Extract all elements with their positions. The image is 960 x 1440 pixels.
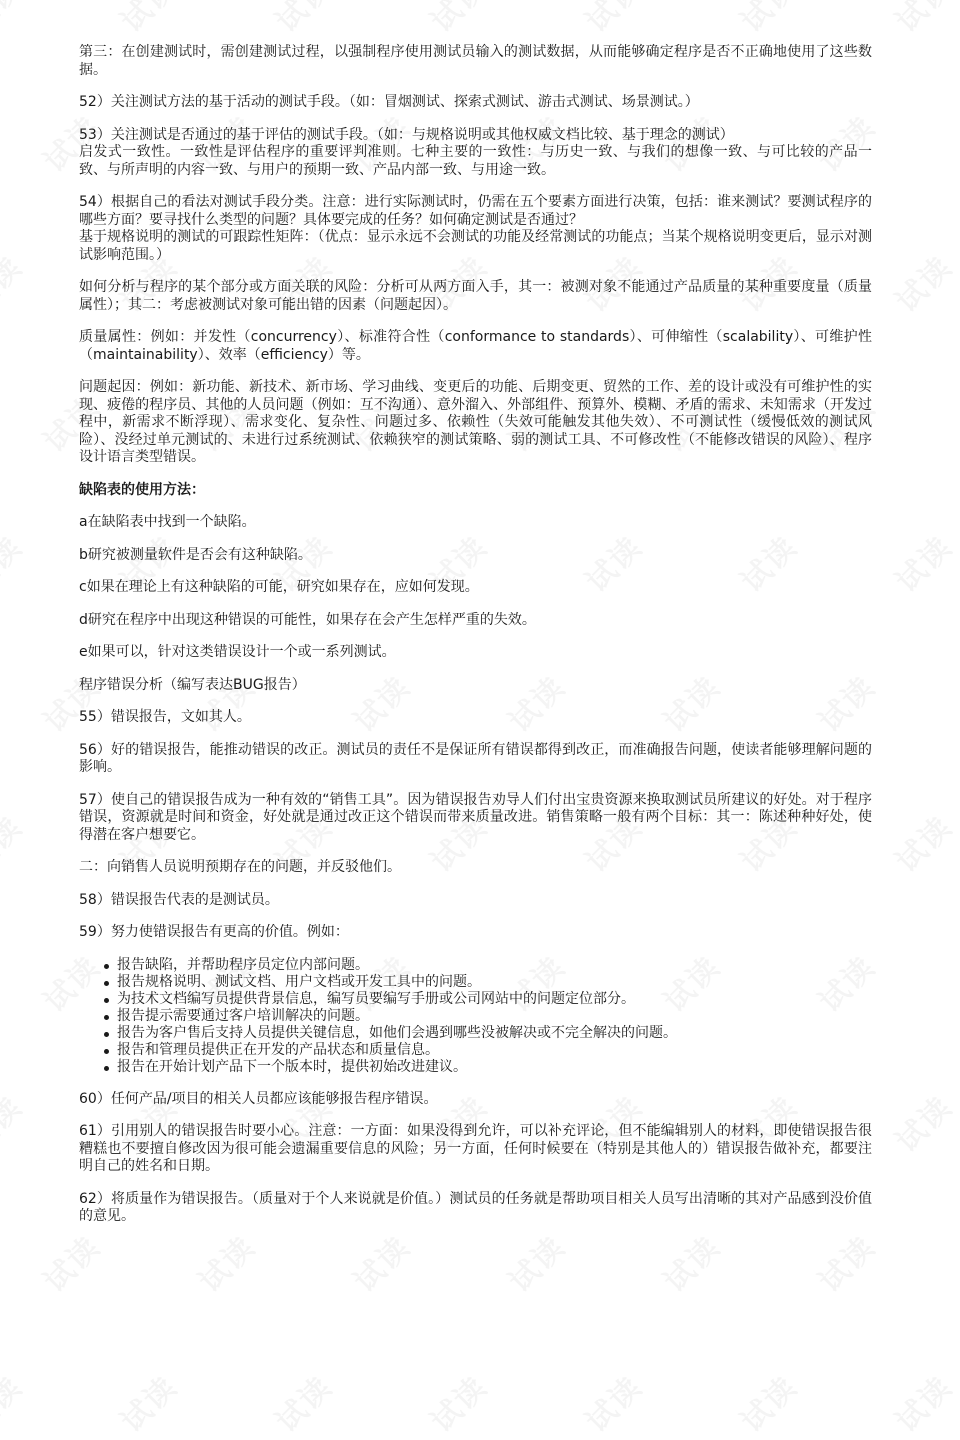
paragraph-risk-analysis: 如何分析与程序的某个部分或方面关联的风险：分析可从两方面入手，其一：被测对象不能通过产品质量的某种重要度量（质量属性）；其二：考虑被测试对象可能出错的因素（问题起因）。 xyxy=(79,279,872,313)
paragraph-61: 61）引用别人的错误报告时要小心。注意：一方面：如果没得到允许，可以补充评论，但不能编辑别人的材料，即使错误报告很糟糕也不要擅自修改因为很可能会遗漏重要信息的风险；另一方面，任何时候要在（特别是其他人的）错误报告做补充，都要注明自己的姓名和日期。 xyxy=(79,1123,872,1174)
watermark-text xyxy=(0,1364,30,1440)
paragraph-heuristic-consistency: 启发式一致性。一致性是评估程序的重要评判准则。七种主要的一致性：与历史一致、与我们的想像一致、与可比较的产品一致、与所声明的内容一致、与用户的预期一致、产品内部一致、与用途一致。 xyxy=(79,144,872,178)
watermark-text xyxy=(0,0,30,40)
watermark-text xyxy=(264,1364,340,1440)
heading-bug-report-analysis: 程序错误分析（编写表达BUG报告） xyxy=(79,676,306,693)
paragraph-52: 52）关注测试方法的基于活动的测试手段。（如：冒烟测试、探索式测试、游击式测试、场景测试。） xyxy=(79,94,699,110)
list-item: 为技术文档编写员提供背景信息，编写员要编写手册或公司网站中的问题定位部分。 xyxy=(117,991,872,1008)
watermark-text xyxy=(109,0,185,40)
paragraph-53: 53）关注测试是否通过的基于评估的测试手段。（如：与规格说明或其他权威文档比较、基于理念的测试） xyxy=(79,126,734,143)
heading-defect-table-usage: 缺陷表的使用方法： xyxy=(79,481,205,498)
step-e: e如果可以，针对这类错误设计一个或一系列测试。 xyxy=(79,644,396,660)
watermark-text xyxy=(574,1364,650,1440)
paragraph-quality-attributes: 质量属性：例如：并发性（concurrency）、标准符合性（conformance to standards）、可伸缩性（scalability）、可维护性（maintainability）、效率（efficiency）等。 xyxy=(79,329,872,363)
watermark-text xyxy=(884,804,960,880)
paragraph-62: 62）将质量作为错误报告。（质量对于个人来说就是价值。）测试员的任务就是帮助项目相关人员写出清晰的其对产品感到没价值的意见。 xyxy=(79,1190,872,1224)
bug-report-value-list xyxy=(79,957,872,1076)
watermark-text xyxy=(884,524,960,600)
paragraph-problem-causes: 问题起因：例如：新功能、新技术、新市场、学习曲线、变更后的功能、后期变更、贸然的工作、差的设计或没有可维护性的实现、疲倦的程序员、其他的人员问题（例如：互不沟通）、意外溜入、外部组件、预算外、模糊、矛盾的需求、未知需求（开发过程中，新需求不断浮现）、需求变化、复杂性、问题过多、依赖性（失效可能触发其他失效）、不可测试性（缓慢低效的测试风险）、没经过单元测试的、未进行过系统测试、依赖狭窄的测试策略、弱的测试工具、不可修改性（不能修改错误的风险）、程序设计语言类型错误。 xyxy=(79,379,872,465)
step-b: b研究被测量软件是否会有这种缺陷。 xyxy=(79,546,312,563)
list-item: 报告缺陷，并帮助程序员定位内部问题。 xyxy=(117,957,872,974)
watermark-text xyxy=(419,1364,495,1440)
watermark-text xyxy=(0,1084,30,1160)
watermark-text xyxy=(109,1364,185,1440)
paragraph-traceability-matrix: 基于规格说明的测试的可跟踪性矩阵：（优点：显示永远不会测试的功能及经常测试的功能点；当某个规格说明变更后，显示对测试影响范围。） xyxy=(79,229,872,263)
list-item: 报告规格说明、测试文档、用户文档或开发工具中的问题。 xyxy=(117,974,872,991)
step-c: c如果在理论上有这种缺陷的可能，研究如果存在，应如何发现。 xyxy=(79,579,479,595)
paragraph-55: 55）错误报告，文如其人。 xyxy=(79,709,251,725)
list-item: 报告提示需要通过客户培训解决的问题。 xyxy=(117,1008,872,1025)
step-d: d研究在程序中出现这种错误的可能性，如果存在会产生怎样严重的失效。 xyxy=(79,611,536,628)
paragraph-58: 58）错误报告代表的是测试员。 xyxy=(79,891,279,908)
watermark-text xyxy=(419,0,495,40)
watermark-text xyxy=(884,1364,960,1440)
watermark-text xyxy=(0,804,30,880)
watermark-text xyxy=(884,0,960,40)
watermark-text xyxy=(0,244,30,320)
watermark-text xyxy=(884,1084,960,1160)
paragraph-56: 56）好的错误报告，能推动错误的改正。测试员的责任不是保证所有错误都得到改正，而准确报告问题，使读者能够理解问题的影响。 xyxy=(79,741,872,775)
paragraph-third-point: 第三：在创建测试时，需创建测试过程，以强制程序使用测试员输入的测试数据，从而能够确定程序是否不正确地使用了这些数据。 xyxy=(79,44,872,78)
paragraph-57: 57）使自己的错误报告成为一种有效的“销售工具”。因为错误报告劝导人们付出宝贵资源来换取测试员所建议的好处。对于程序错误，资源就是时间和资金，好处就是通过改正这个错误而带来质量改进。销售策略一般有两个目标：其一：陈述种种好处，使得潜在客户想要它。 xyxy=(79,791,872,843)
watermark-text xyxy=(884,244,960,320)
watermark-text xyxy=(729,1364,805,1440)
list-item: 报告为客户售后支持人员提供关键信息，如他们会遇到哪些没被解决或不完全解决的问题。 xyxy=(117,1025,872,1042)
watermark-text xyxy=(574,0,650,40)
paragraph-57-second-goal: 二：向销售人员说明预期存在的问题，并反驳他们。 xyxy=(79,859,401,875)
step-a: a在缺陷表中找到一个缺陷。 xyxy=(79,514,256,530)
paragraph-59: 59）努力使错误报告有更高的价值。例如： xyxy=(79,924,349,940)
watermark-text xyxy=(0,524,30,600)
watermark-text xyxy=(264,0,340,40)
paragraph-54: 54）根据自己的看法对测试手段分类。注意：进行实际测试时，仍需在五个要素方面进行决策，包括：谁来测试？要测试程序的哪些方面？要寻找什么类型的问题？具体要完成的任务？如何确定测试是否通过？ xyxy=(79,194,872,228)
watermark-text xyxy=(729,0,805,40)
list-item: 报告在开始计划产品下一个版本时，提供初始改进建议。 xyxy=(117,1059,872,1076)
list-item: 报告和管理员提供正在开发的产品状态和质量信息。 xyxy=(117,1042,872,1059)
document-page xyxy=(79,44,872,1241)
paragraph-60: 60）任何产品/项目的相关人员都应该能够报告程序错误。 xyxy=(79,1090,438,1107)
